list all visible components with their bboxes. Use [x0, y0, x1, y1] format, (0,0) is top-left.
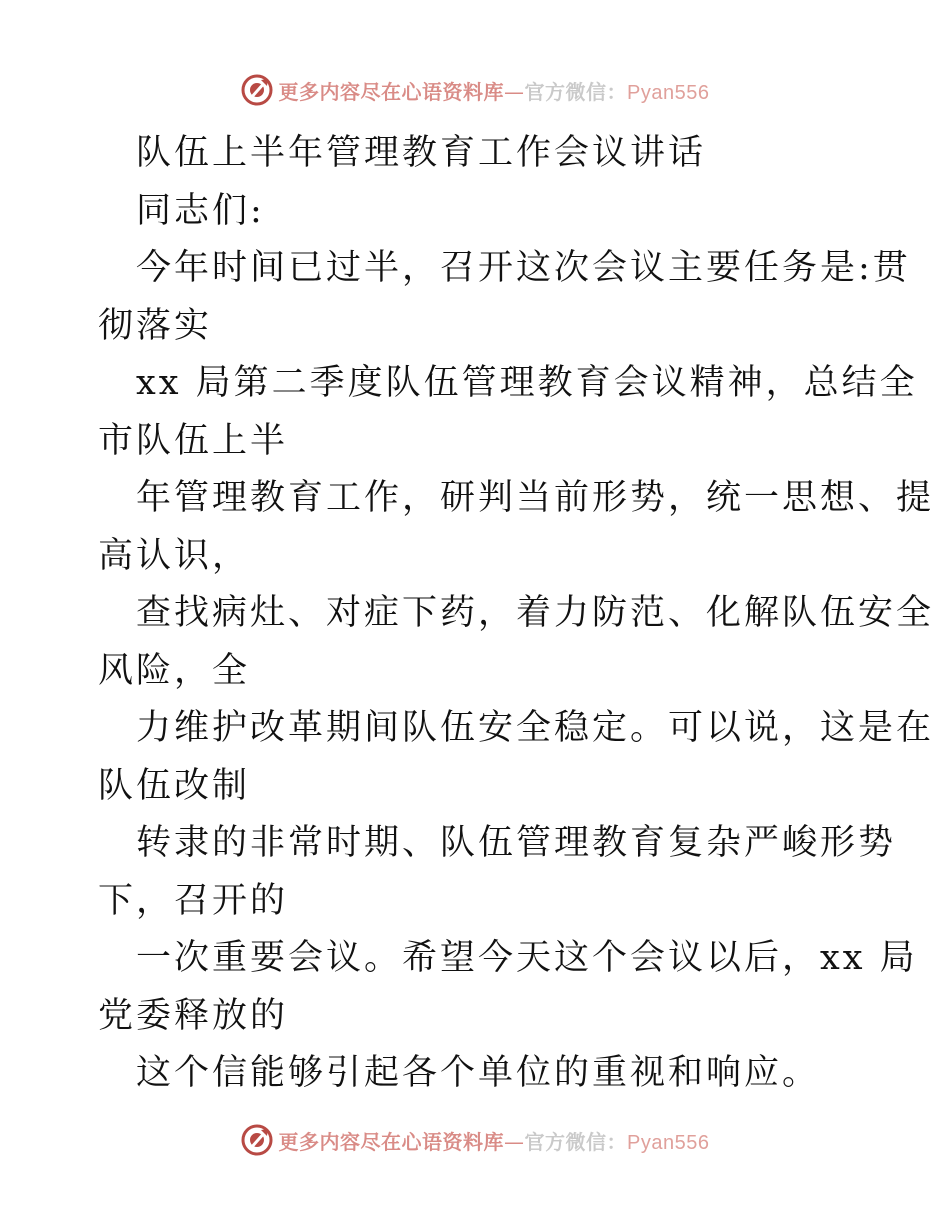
watermark-wechat-id: Pyan556 [627, 81, 710, 104]
brand-logo-icon [241, 1124, 273, 1156]
text-line: 一次重要会议。希望今天这个会议以后，xx 局 [136, 938, 918, 978]
text-line: 彻落实 [98, 305, 213, 346]
text-line: xx 局第二季度队伍管理教育会议精神，总结全 [136, 363, 918, 403]
text-line: 今年时间已过半，召开这次会议主要任务是:贯 [136, 248, 911, 288]
text-line: 党委释放的 [98, 995, 289, 1036]
watermark-dash: — [504, 79, 525, 104]
text-line: 风险，全 [98, 650, 251, 691]
text-line: 转隶的非常时期、队伍管理教育复杂严峻形势 [136, 823, 897, 863]
watermark-official: 官方微信： [524, 1129, 628, 1154]
brand-logo-icon [241, 74, 273, 106]
text-line: 这个信能够引起各个单位的重视和响应。 [136, 1053, 821, 1093]
text-line: 查找病灶、对症下药，着力防范、化解队伍安全 [136, 593, 935, 633]
document-body [98, 125, 935, 1103]
text-line: 队伍改制 [98, 765, 251, 806]
document-title: 队伍上半年管理教育工作会议讲话 [136, 133, 707, 173]
text-line: 同志们: [136, 190, 265, 231]
text-line: 力维护改革期间队伍安全稳定。可以说，这是在 [136, 708, 935, 748]
text-line: 下，召开的 [98, 880, 289, 921]
header-watermark [0, 72, 950, 108]
footer-watermark [0, 1122, 950, 1158]
text-line: 高认识， [98, 535, 251, 576]
watermark-brand: 更多内容尽在心语资料库 [278, 79, 505, 104]
watermark-dash: — [504, 1129, 525, 1154]
watermark-official: 官方微信： [524, 79, 628, 104]
watermark-wechat-id: Pyan556 [627, 1131, 710, 1154]
text-line: 年管理教育工作，研判当前形势，统一思想、提 [136, 478, 935, 518]
watermark-text [279, 1126, 710, 1155]
watermark-text [279, 76, 710, 105]
watermark-brand: 更多内容尽在心语资料库 [278, 1129, 505, 1154]
text-line: 市队伍上半 [98, 420, 289, 461]
